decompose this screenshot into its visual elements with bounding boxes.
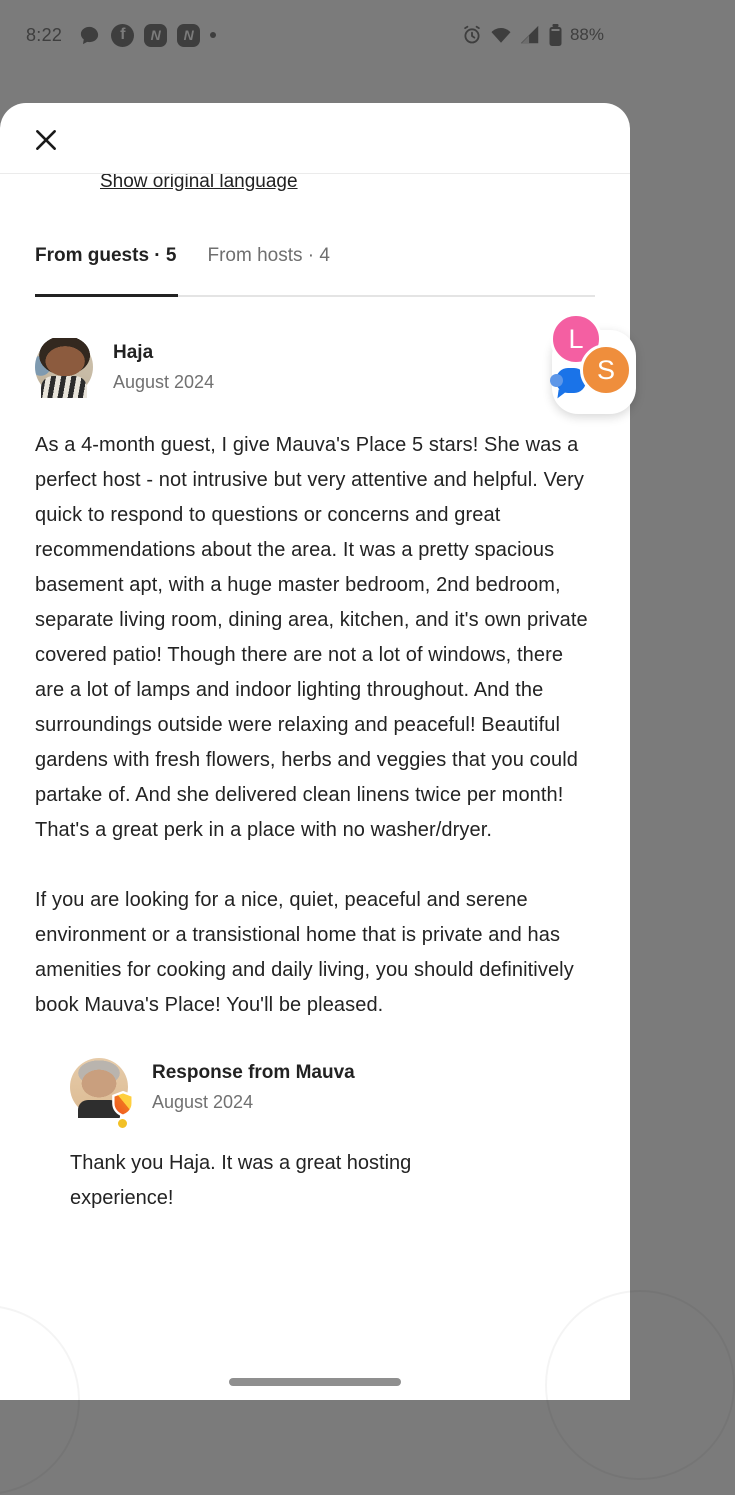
- reviewer-avatar[interactable]: [35, 338, 93, 396]
- reviewer-name: Haja: [113, 342, 154, 363]
- battery-percent: 88%: [569, 25, 604, 44]
- more-notifications-dot-icon: [210, 32, 216, 38]
- review-paragraph-2: If you are looking for a nice, quiet, peaceful and serene environment or a transistional home that is private and has amenities for cooking and daily living, you should definitively book Mauva's Place! You'll be pleased.: [35, 889, 574, 1016]
- reviewer-header: [35, 338, 595, 396]
- reviews-modal-sheet: [0, 103, 630, 1400]
- battery-icon: [548, 23, 563, 47]
- chat-bubble-notification-icon: [78, 24, 101, 47]
- chat-head-S[interactable]: S: [580, 344, 632, 396]
- modal-header: [0, 103, 630, 174]
- tab-from-hosts[interactable]: From hosts · 4: [207, 245, 330, 266]
- review-date: August 2024: [113, 372, 215, 392]
- clock-time: 8:22: [26, 24, 63, 45]
- review-body: [35, 428, 595, 1023]
- review-paragraph-1: As a 4-month guest, I give Mauva's Place 5 stars! She was a perfect host - not intrusive but very attentive and helpful. Very quick to respond to questions or concerns and great recommendations about the area. It was a pretty spacious basement apt, with a huge master bedroom, 2nd bedroom, separate living room, dining area, kitchen, and it's own private covered patio! Though there are not a lot of windows, there are a lot of lamps and indoor lighting throughout. And the surroundings outside were relaxing and peaceful! Beautiful gardens with fresh flowers, herbs and veggies that you could partake of. And she delivered clean linens twice per month! That's a great perk in a place with no washer/dryer.: [35, 434, 588, 841]
- wifi-icon: [490, 24, 512, 46]
- messenger-notification-icon-2: N: [177, 24, 200, 47]
- faint-corner-arc-left: [0, 1305, 80, 1495]
- status-bar: [0, 12, 630, 58]
- active-tab-indicator: [35, 294, 178, 297]
- host-response-title: Response from Mauva: [152, 1062, 355, 1083]
- tab-from-guests[interactable]: From guests · 5: [35, 245, 177, 266]
- host-response: [70, 1058, 595, 1216]
- close-icon: [33, 127, 59, 153]
- gesture-navigation-bar[interactable]: [229, 1378, 401, 1386]
- host-badge-shield-icon: [110, 1090, 136, 1120]
- chat-head-L[interactable]: L: [550, 313, 602, 365]
- messenger-notification-icon: N: [144, 24, 167, 47]
- cell-signal-icon: [519, 24, 541, 46]
- host-response-header: [70, 1058, 595, 1116]
- review-tabs: [0, 244, 630, 297]
- host-badge-pin-icon: [116, 1117, 129, 1130]
- close-button[interactable]: [33, 127, 59, 153]
- floating-chat-heads[interactable]: [540, 308, 650, 418]
- alarm-icon: [461, 24, 483, 46]
- guest-review: [0, 338, 630, 1023]
- facebook-notification-icon: f: [111, 24, 134, 47]
- faint-corner-arc-right: [545, 1290, 735, 1480]
- show-original-language-link-clipped[interactable]: Show original language: [100, 171, 298, 192]
- host-response-text: Thank you Haja. It was a great hosting experience!: [70, 1152, 412, 1209]
- host-response-date: August 2024: [152, 1092, 254, 1112]
